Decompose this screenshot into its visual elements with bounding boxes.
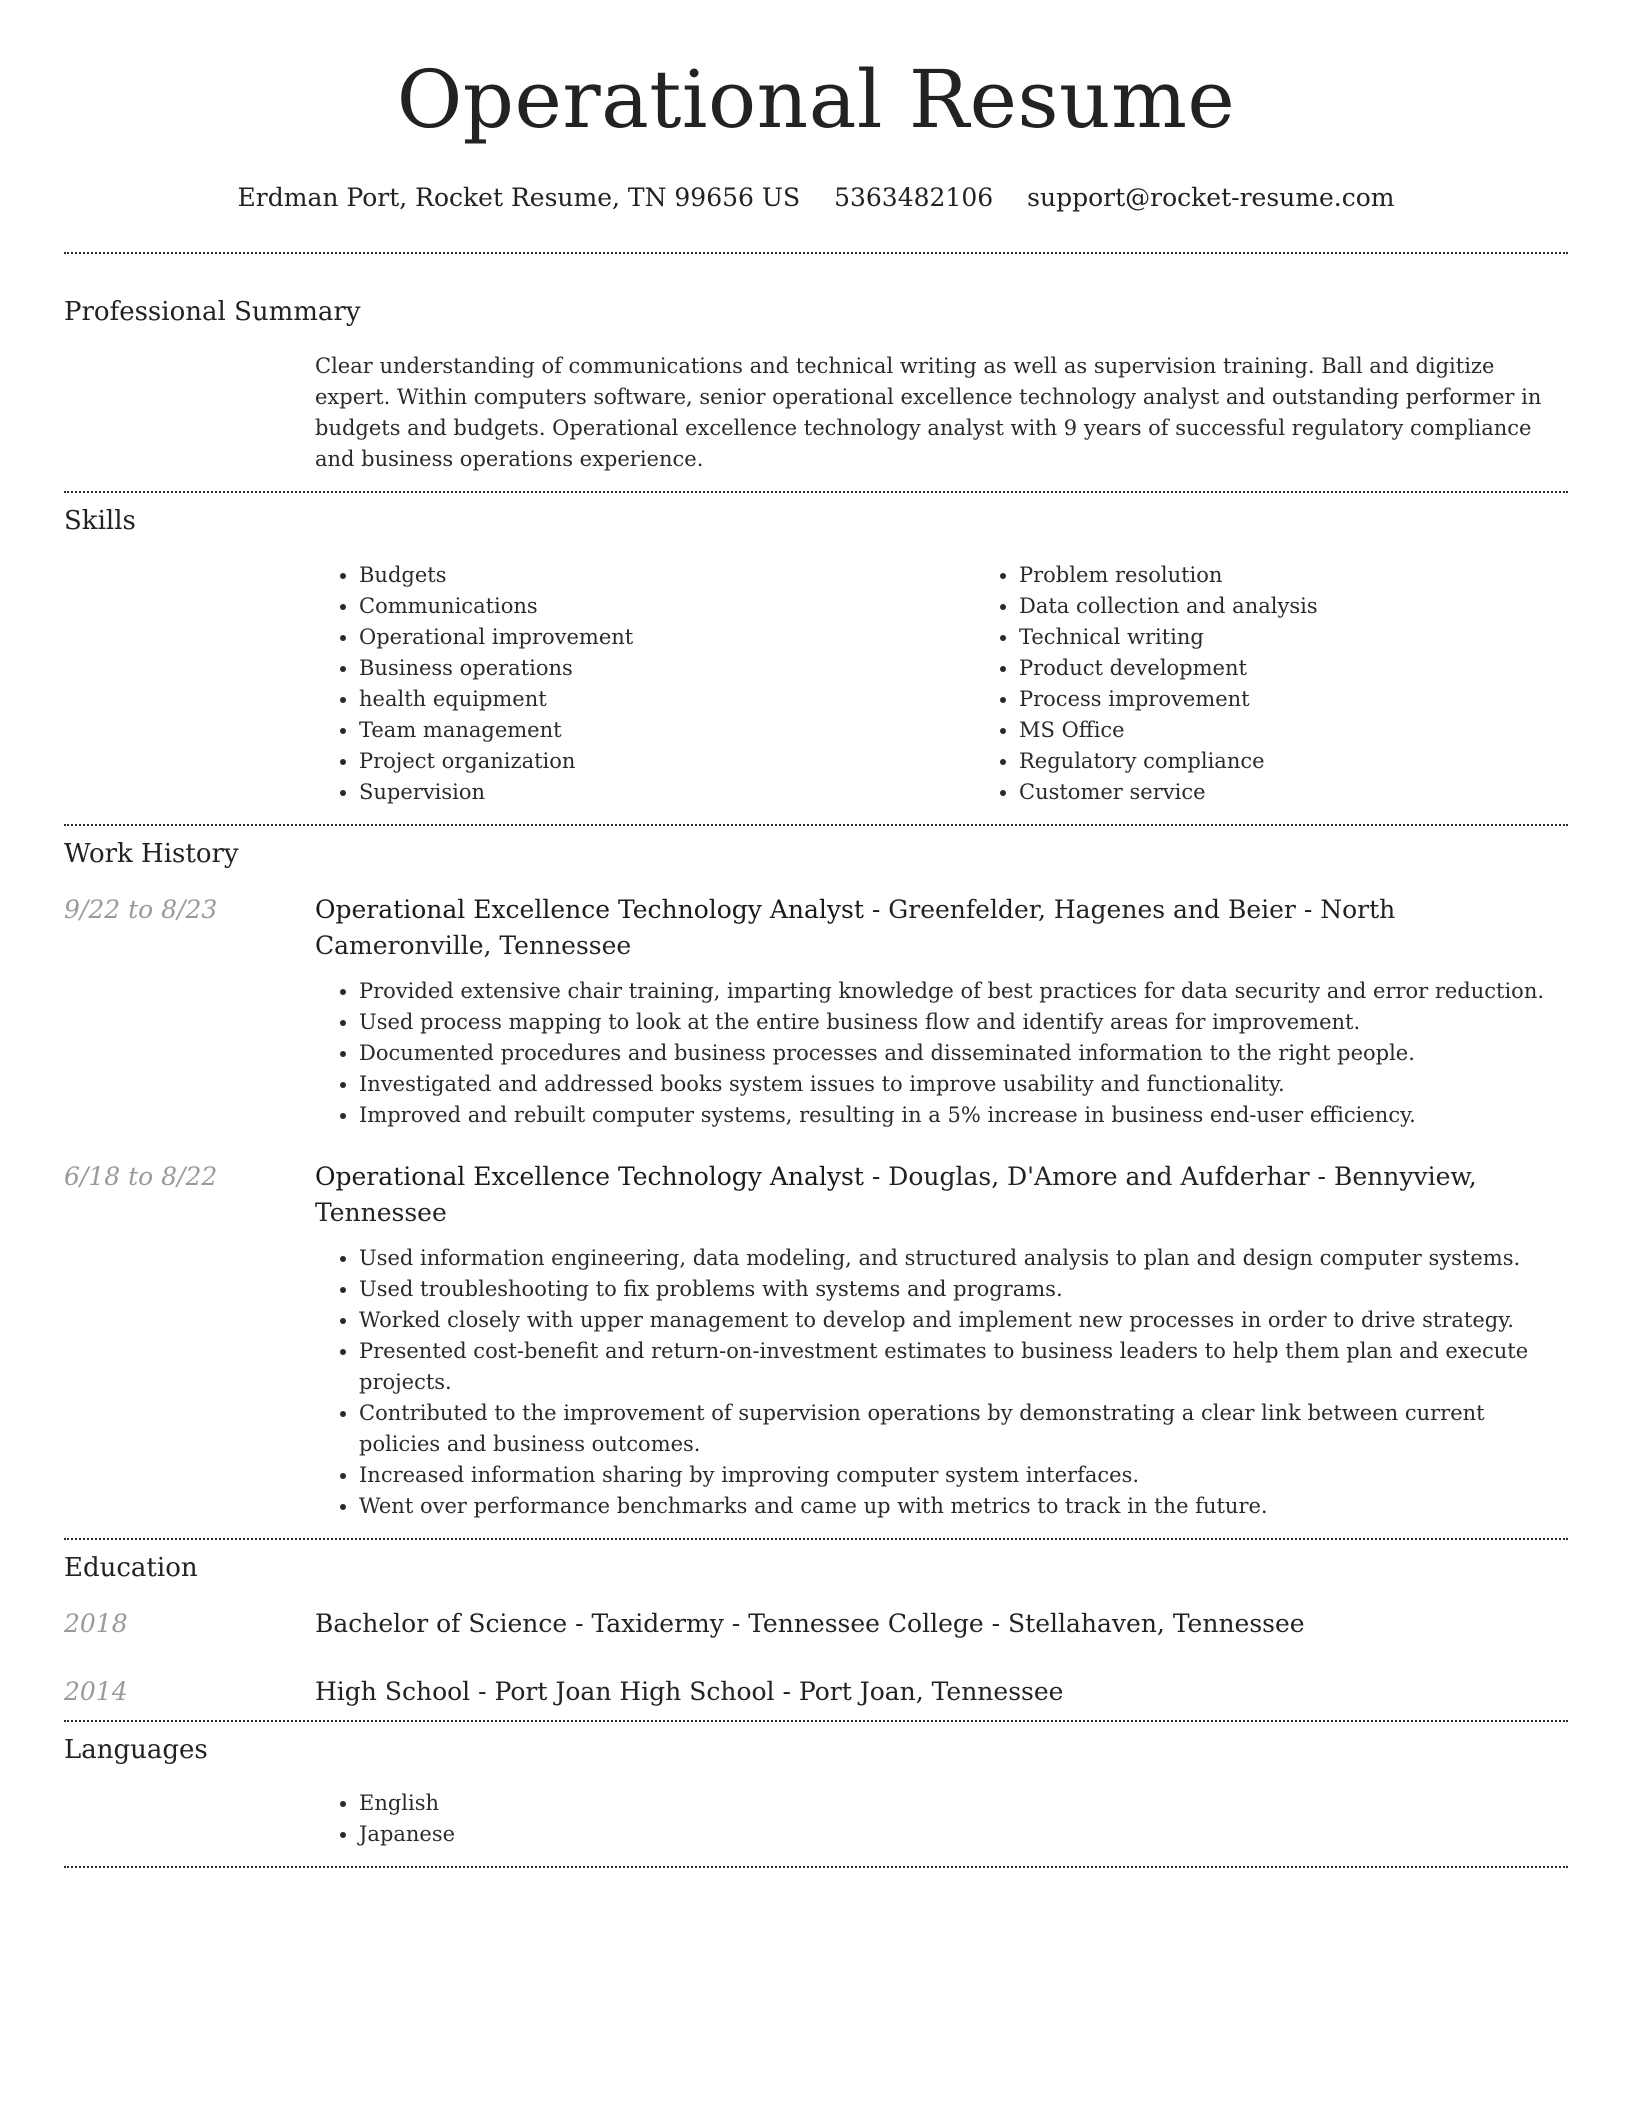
skill-item: • Team management xyxy=(359,715,975,746)
skills-section xyxy=(64,493,1568,824)
job-bullet: • Used troubleshooting to fix problems with systems and programs. xyxy=(359,1274,1568,1305)
job-body xyxy=(315,1159,1568,1522)
job-bullet: • Used process mapping to look at the entire business flow and identify areas for improvement. xyxy=(359,1007,1568,1038)
job-role: Operational Excellence Technology Analyst xyxy=(315,895,864,924)
job-bullets xyxy=(315,1243,1568,1522)
resume-name: Operational Resume xyxy=(396,53,1236,146)
education-field: Taxidermy xyxy=(591,1609,724,1638)
skill-item: • Problem resolution xyxy=(1019,560,1632,591)
separator: - xyxy=(863,895,889,924)
separator: - xyxy=(774,1677,799,1706)
education-school: Port Joan High School xyxy=(494,1677,775,1706)
education-year: 2018 xyxy=(64,1609,128,1638)
job-title-line xyxy=(315,892,1568,964)
education-section xyxy=(64,1540,1568,1720)
job-company: Douglas, D'Amore and Aufderhar xyxy=(888,1162,1310,1191)
divider xyxy=(64,1866,1568,1868)
languages-right-col xyxy=(315,1788,1568,1850)
job-bullet: • Increased information sharing by improving computer system interfaces. xyxy=(359,1460,1568,1491)
section-title-education: Education xyxy=(64,1553,198,1583)
skill-item: • Operational improvement xyxy=(359,622,975,653)
skill-item: • health equipment xyxy=(359,684,975,715)
skill-item: • Regulatory compliance xyxy=(1019,746,1632,777)
section-title-languages: Languages xyxy=(64,1735,208,1765)
skills-left-col xyxy=(64,560,315,808)
separator: - xyxy=(863,1162,889,1191)
language-item: • English xyxy=(359,1788,1568,1819)
skills-grid xyxy=(315,560,1632,808)
languages-list xyxy=(315,1788,1568,1850)
summary-left-col xyxy=(64,351,315,475)
job-entry xyxy=(64,1159,1568,1522)
job-bullet: • Investigated and addressed books system issues to improve usability and functionality. xyxy=(359,1069,1568,1100)
job-dates: 9/22 to 8/23 xyxy=(64,895,218,924)
job-bullets xyxy=(315,976,1568,1131)
skill-item: • Business operations xyxy=(359,653,975,684)
job-dates-col xyxy=(64,892,315,1131)
separator: - xyxy=(1295,895,1321,924)
skill-item: • Technical writing xyxy=(1019,622,1632,653)
summary-row xyxy=(64,351,1568,475)
separator: - xyxy=(723,1609,749,1638)
job-company: Greenfelder, Hagenes and Beier xyxy=(888,895,1296,924)
job-location: North Cameronville, Tennessee xyxy=(315,895,1396,960)
contact-line xyxy=(64,182,1568,214)
job-dates-col xyxy=(64,1159,315,1522)
education-year-col xyxy=(64,1606,315,1642)
job-role: Operational Excellence Technology Analyst xyxy=(315,1162,864,1191)
skill-item: • Communications xyxy=(359,591,975,622)
education-location: Stellahaven, Tennessee xyxy=(1008,1609,1305,1638)
section-title-summary: Professional Summary xyxy=(64,297,361,327)
languages-section xyxy=(64,1722,1568,1866)
education-entry xyxy=(64,1674,1568,1710)
languages-row xyxy=(64,1788,1568,1850)
education-entry xyxy=(64,1606,1568,1642)
skill-item: • Product development xyxy=(1019,653,1632,684)
skill-item: • Customer service xyxy=(1019,777,1632,808)
separator: - xyxy=(567,1609,592,1638)
skills-list-left xyxy=(315,560,975,808)
skill-item: • MS Office xyxy=(1019,715,1632,746)
job-bullet: • Contributed to the improvement of supervision operations by demonstrating a clear link between current policies and business outcomes. xyxy=(359,1398,1568,1460)
skill-item: • Project organization xyxy=(359,746,975,777)
job-bullet: • Provided extensive chair training, imparting knowledge of best practices for data security and error reduction. xyxy=(359,976,1568,1007)
job-bullet: • Presented cost-benefit and return-on-investment estimates to business leaders to help them plan and execute projects. xyxy=(359,1336,1568,1398)
education-body xyxy=(315,1606,1568,1642)
languages-left-col xyxy=(64,1788,315,1850)
education-location: Port Joan, Tennessee xyxy=(798,1677,1064,1706)
contact-address: Erdman Port, Rocket Resume, TN 99656 US xyxy=(237,183,801,212)
job-bullet: • Improved and rebuilt computer systems, resulting in a 5% increase in business end-user efficiency. xyxy=(359,1100,1568,1131)
separator: - xyxy=(1309,1162,1334,1191)
education-year-col xyxy=(64,1674,315,1710)
skills-row xyxy=(64,560,1568,808)
education-degree: Bachelor of Science xyxy=(315,1609,568,1638)
job-entry xyxy=(64,892,1568,1131)
summary-right-col xyxy=(315,351,1568,475)
job-bullet: • Documented procedures and business processes and disseminated information to the right people. xyxy=(359,1038,1568,1069)
summary-text: Clear understanding of communications and technical writing as well as supervision training. Ball and digitize expert. Within computers software, senior operational excellence technology analyst and outstanding performer in budgets and budgets. Operational excellence technology analyst with 9 years of successful regulatory compliance and business operations experience. xyxy=(315,354,1542,471)
skills-list-right xyxy=(975,560,1632,808)
skill-item: • Budgets xyxy=(359,560,975,591)
job-bullet: • Worked closely with upper management to develop and implement new processes in order to drive strategy. xyxy=(359,1305,1568,1336)
contact-phone: 5363482106 xyxy=(834,183,994,212)
education-degree: High School xyxy=(315,1677,471,1706)
skill-item: • Supervision xyxy=(359,777,975,808)
separator: - xyxy=(470,1677,495,1706)
section-title-work: Work History xyxy=(64,839,239,869)
section-title-skills: Skills xyxy=(64,506,136,536)
skill-item: • Process improvement xyxy=(1019,684,1632,715)
job-body xyxy=(315,892,1568,1131)
job-location: Bennyview, Tennessee xyxy=(315,1162,1477,1227)
education-year: 2014 xyxy=(64,1677,128,1706)
summary-section xyxy=(64,254,1568,491)
contact-email: support@rocket-resume.com xyxy=(1027,183,1395,212)
education-body xyxy=(315,1674,1568,1710)
job-title-line xyxy=(315,1159,1568,1231)
skill-item: • Data collection and analysis xyxy=(1019,591,1632,622)
language-item: • Japanese xyxy=(359,1819,1568,1850)
work-section xyxy=(64,826,1568,1538)
job-bullet: • Went over performance benchmarks and came up with metrics to track in the future. xyxy=(359,1491,1568,1522)
separator: - xyxy=(983,1609,1009,1638)
job-dates: 6/18 to 8/22 xyxy=(64,1162,218,1191)
education-school: Tennessee College xyxy=(748,1609,984,1638)
job-bullet: • Used information engineering, data modeling, and structured analysis to plan and design computer systems. xyxy=(359,1243,1568,1274)
